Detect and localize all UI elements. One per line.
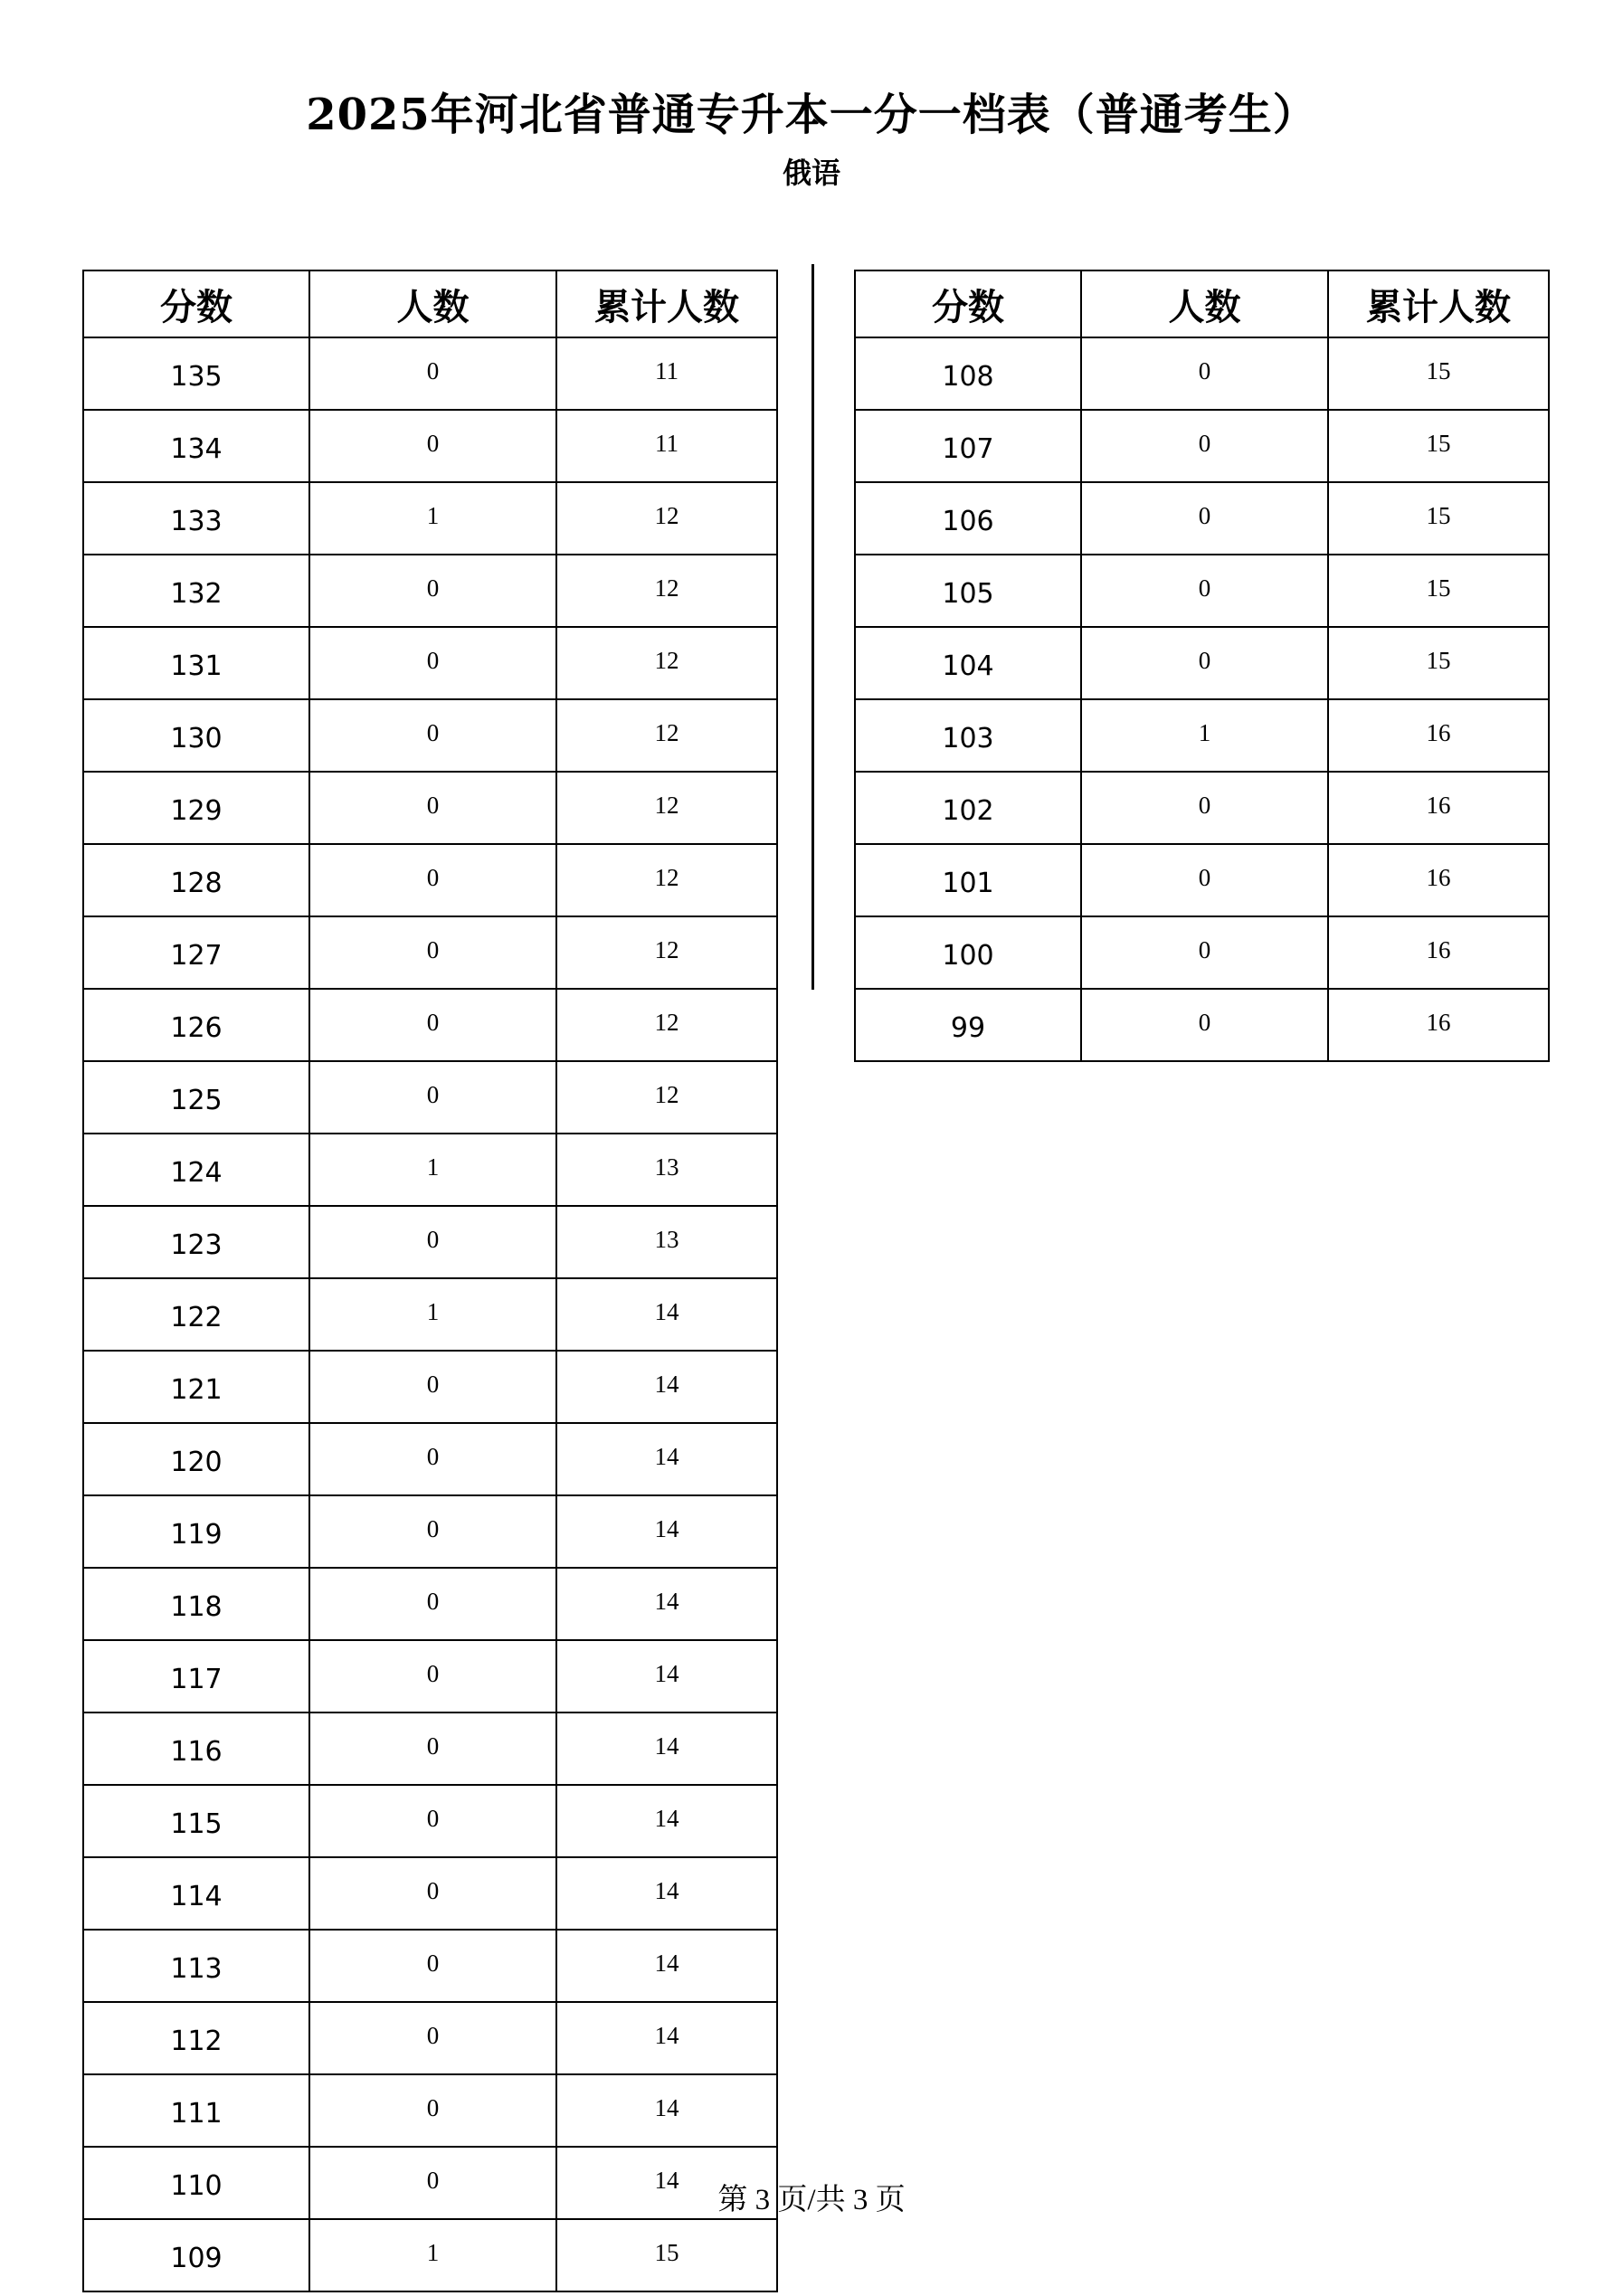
cell-count: 0 (309, 1568, 556, 1640)
cell-cumulative: 14 (556, 1568, 777, 1640)
cell-count: 0 (309, 1206, 556, 1278)
cell-score: 115 (83, 1785, 309, 1857)
cell-count: 1 (309, 482, 556, 555)
cell-score: 101 (855, 844, 1081, 916)
table-row (83, 2002, 777, 2074)
cell-cumulative: 13 (556, 1134, 777, 1206)
cell-count: 0 (309, 1351, 556, 1423)
table-row (83, 772, 777, 844)
cell-score: 112 (83, 2002, 309, 2074)
cell-cumulative: 16 (1328, 916, 1549, 989)
cell-score: 110 (83, 2147, 309, 2219)
cell-score: 122 (83, 1278, 309, 1351)
table-row (855, 482, 1549, 555)
cell-cumulative: 14 (556, 1930, 777, 2002)
cell-count: 0 (1081, 772, 1328, 844)
header-count: 人数 (1081, 270, 1328, 337)
cell-count: 0 (309, 627, 556, 699)
cell-score: 100 (855, 916, 1081, 989)
cell-count: 0 (309, 2074, 556, 2147)
table-row (83, 627, 777, 699)
cell-cumulative: 15 (1328, 337, 1549, 410)
cell-score: 118 (83, 1568, 309, 1640)
cell-cumulative: 14 (556, 2002, 777, 2074)
cell-score: 117 (83, 1640, 309, 1713)
table-row (855, 555, 1549, 627)
table-row (83, 337, 777, 410)
cell-score: 114 (83, 1857, 309, 1930)
cell-cumulative: 15 (1328, 482, 1549, 555)
cell-score: 123 (83, 1206, 309, 1278)
cell-score: 105 (855, 555, 1081, 627)
score-table-right (854, 270, 1550, 1062)
table-row (83, 1061, 777, 1134)
cell-score: 124 (83, 1134, 309, 1206)
cell-score: 134 (83, 410, 309, 482)
cell-cumulative: 11 (556, 337, 777, 410)
table-header-row (855, 270, 1549, 337)
cell-count: 0 (1081, 844, 1328, 916)
table-row (83, 1640, 777, 1713)
cell-cumulative: 15 (1328, 410, 1549, 482)
column-divider (812, 264, 814, 990)
table-row (83, 410, 777, 482)
cell-score: 133 (83, 482, 309, 555)
cell-count: 0 (309, 410, 556, 482)
page-title: 2025年河北省普通专升本一分一档表（普通考生） (306, 90, 1317, 140)
table-row (855, 410, 1549, 482)
table-row (83, 2219, 777, 2291)
header-score: 分数 (855, 270, 1081, 337)
cell-count: 0 (309, 1423, 556, 1495)
score-table-left (82, 270, 778, 2292)
cell-count: 0 (309, 1640, 556, 1713)
cell-count: 0 (309, 1061, 556, 1134)
cell-count: 0 (1081, 989, 1328, 1061)
table-header-row (83, 270, 777, 337)
cell-cumulative: 12 (556, 1061, 777, 1134)
cell-cumulative: 14 (556, 1278, 777, 1351)
cell-cumulative: 15 (556, 2219, 777, 2291)
table-row (83, 989, 777, 1061)
cell-cumulative: 12 (556, 772, 777, 844)
cell-score: 128 (83, 844, 309, 916)
cell-score: 107 (855, 410, 1081, 482)
cell-cumulative: 12 (556, 482, 777, 555)
cell-count: 0 (309, 989, 556, 1061)
cell-count: 0 (309, 555, 556, 627)
header-cumulative: 累计人数 (1328, 270, 1549, 337)
cell-score: 130 (83, 699, 309, 772)
cell-cumulative: 12 (556, 916, 777, 989)
cell-count: 0 (309, 2147, 556, 2219)
cell-score: 106 (855, 482, 1081, 555)
cell-cumulative: 16 (1328, 989, 1549, 1061)
cell-cumulative: 14 (556, 2147, 777, 2219)
header-count: 人数 (309, 270, 556, 337)
table-row (855, 844, 1549, 916)
cell-count: 0 (309, 337, 556, 410)
table-row (83, 699, 777, 772)
table-row (83, 482, 777, 555)
table-row (83, 2074, 777, 2147)
table-row (83, 1568, 777, 1640)
cell-count: 0 (309, 2002, 556, 2074)
cell-count: 0 (309, 1713, 556, 1785)
table-row (83, 844, 777, 916)
table-row (83, 1930, 777, 2002)
table-row (83, 1713, 777, 1785)
cell-cumulative: 12 (556, 989, 777, 1061)
cell-cumulative: 14 (556, 1857, 777, 1930)
cell-score: 119 (83, 1495, 309, 1568)
cell-cumulative: 15 (1328, 555, 1549, 627)
table-row (83, 1278, 777, 1351)
cell-score: 108 (855, 337, 1081, 410)
cell-score: 135 (83, 337, 309, 410)
table-row (83, 555, 777, 627)
cell-score: 125 (83, 1061, 309, 1134)
cell-cumulative: 12 (556, 627, 777, 699)
cell-cumulative: 15 (1328, 627, 1549, 699)
table-row (83, 916, 777, 989)
cell-cumulative: 16 (1328, 844, 1549, 916)
cell-cumulative: 16 (1328, 772, 1549, 844)
cell-score: 113 (83, 1930, 309, 2002)
cell-count: 0 (309, 844, 556, 916)
cell-cumulative: 11 (556, 410, 777, 482)
table-row (83, 1495, 777, 1568)
table-row (855, 772, 1549, 844)
subject-subtitle: 俄语 (782, 156, 840, 190)
cell-score: 127 (83, 916, 309, 989)
table-row (83, 1134, 777, 1206)
cell-cumulative: 14 (556, 1785, 777, 1857)
cell-count: 0 (1081, 627, 1328, 699)
cell-count: 0 (309, 1495, 556, 1568)
cell-count: 1 (1081, 699, 1328, 772)
cell-cumulative: 16 (1328, 699, 1549, 772)
cell-cumulative: 14 (556, 1640, 777, 1713)
cell-score: 111 (83, 2074, 309, 2147)
cell-score: 102 (855, 772, 1081, 844)
cell-cumulative: 14 (556, 2074, 777, 2147)
table-body-right (855, 337, 1549, 1061)
cell-score: 103 (855, 699, 1081, 772)
cell-score: 104 (855, 627, 1081, 699)
cell-cumulative: 12 (556, 555, 777, 627)
table-row (83, 1423, 777, 1495)
cell-count: 0 (309, 1857, 556, 1930)
cell-count: 0 (309, 1785, 556, 1857)
table-row (83, 1785, 777, 1857)
page-footer: 第 3 页/共 3 页 (717, 2184, 906, 2216)
cell-cumulative: 14 (556, 1713, 777, 1785)
cell-count: 0 (309, 772, 556, 844)
table-row (83, 1857, 777, 1930)
cell-count: 0 (1081, 482, 1328, 555)
cell-cumulative: 13 (556, 1206, 777, 1278)
cell-count: 0 (1081, 916, 1328, 989)
table-row (855, 699, 1549, 772)
cell-count: 1 (309, 2219, 556, 2291)
cell-score: 99 (855, 989, 1081, 1061)
cell-score: 116 (83, 1713, 309, 1785)
header-cumulative: 累计人数 (556, 270, 777, 337)
header-score: 分数 (83, 270, 309, 337)
table-row (855, 627, 1549, 699)
cell-cumulative: 12 (556, 699, 777, 772)
cell-count: 0 (1081, 555, 1328, 627)
cell-cumulative: 14 (556, 1351, 777, 1423)
table-row (855, 916, 1549, 989)
cell-count: 0 (309, 699, 556, 772)
table-row (83, 1351, 777, 1423)
cell-count: 0 (309, 916, 556, 989)
cell-score: 131 (83, 627, 309, 699)
table-row (855, 989, 1549, 1061)
cell-cumulative: 12 (556, 844, 777, 916)
cell-score: 109 (83, 2219, 309, 2291)
cell-score: 132 (83, 555, 309, 627)
cell-count: 0 (1081, 410, 1328, 482)
cell-score: 121 (83, 1351, 309, 1423)
cell-score: 129 (83, 772, 309, 844)
cell-count: 1 (309, 1134, 556, 1206)
cell-count: 0 (1081, 337, 1328, 410)
cell-score: 120 (83, 1423, 309, 1495)
cell-count: 0 (309, 1930, 556, 2002)
table-row (83, 1206, 777, 1278)
table-row (855, 337, 1549, 410)
cell-cumulative: 14 (556, 1495, 777, 1568)
cell-cumulative: 14 (556, 1423, 777, 1495)
cell-count: 1 (309, 1278, 556, 1351)
cell-score: 126 (83, 989, 309, 1061)
table-body-left (83, 337, 777, 2291)
